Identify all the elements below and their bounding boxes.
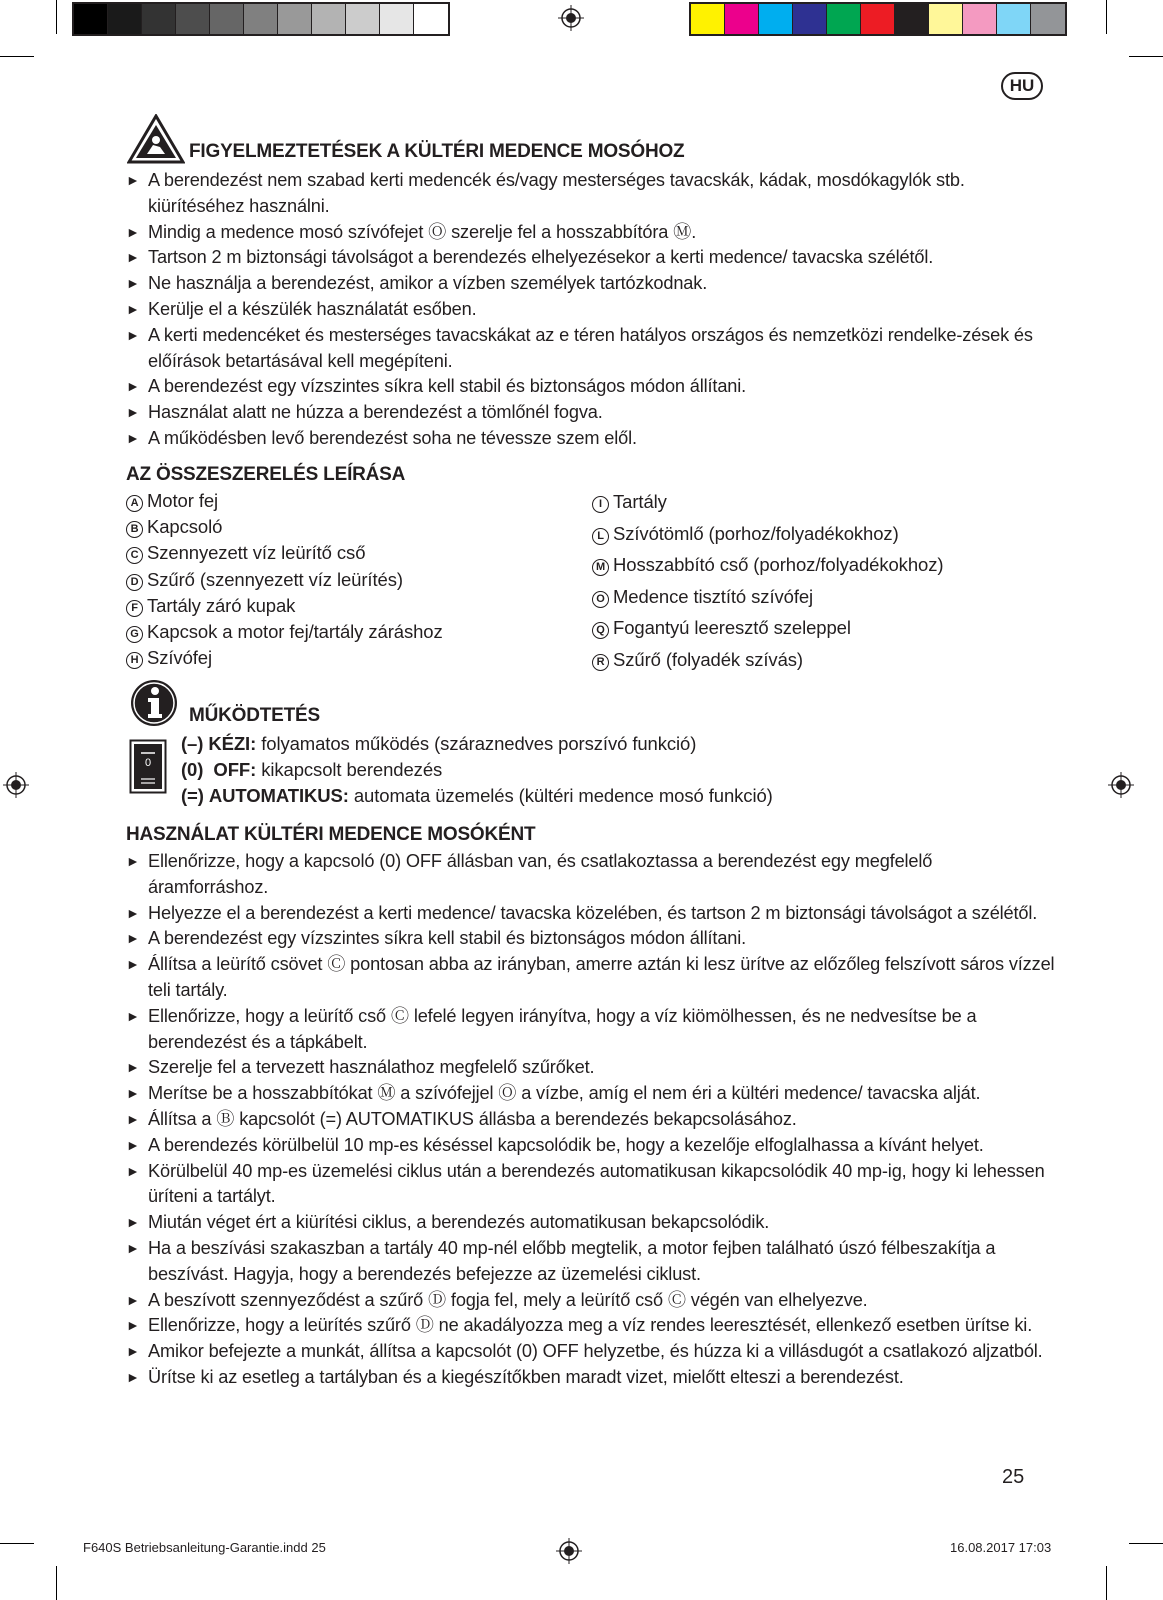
mode-off-name: OFF: xyxy=(213,759,257,780)
bullet-arrow-icon: ► xyxy=(126,404,140,421)
list-item-text: Mindig a medence mosó szívófejet Ⓞ szerelje fel a hosszabbítóra Ⓜ. xyxy=(148,221,697,242)
assembly-title: AZ ÖSSZESZERELÉS LEÍRÁSA xyxy=(126,464,406,485)
list-item xyxy=(126,271,1056,297)
warning-triangle-icon xyxy=(127,114,185,164)
list-item xyxy=(126,297,1056,323)
registration-mark-icon xyxy=(556,1538,582,1564)
color-swatch xyxy=(997,4,1031,34)
list-item-text: Merítse be a hosszabbítókat Ⓜ a szívófejjel Ⓞ a vízbe, amíg el nem éri a kültéri medence/ tavacska alját. xyxy=(148,1083,981,1104)
part-letter-badge: D xyxy=(126,574,143,591)
list-item-text: A berendezést egy vízszintes síkra kell stabil és biztonságos módon állítani. xyxy=(148,928,747,949)
list-item xyxy=(126,426,1056,452)
part-letter-badge: R xyxy=(592,654,609,671)
list-item-text: Ha a beszívási szakaszban a tartály 40 mp-nél előbb megtelik, a motor fejben található úszó félbeszakítja a beszívást. Hagyja, hogy a berendezés befejezze az üzemelési ciklust. xyxy=(148,1237,996,1284)
list-item-text: A működésben levő berendezést soha ne tévessze szem elől. xyxy=(148,427,637,448)
part-label: Kapcsoló xyxy=(147,516,223,538)
part-item xyxy=(126,567,443,593)
part-label: Fogantyú leeresztő szeleppel xyxy=(613,617,851,638)
part-label: Tartály záró kupak xyxy=(147,594,296,616)
list-item-text: Helyezze el a berendezést a kerti medence/ tavacska közelében, és tartson 2 m biztonsági távolságot a szélétől. xyxy=(148,902,1038,923)
list-item xyxy=(126,1133,1056,1159)
list-item xyxy=(126,1288,1056,1314)
part-letter-badge: L xyxy=(592,528,609,545)
bullet-arrow-icon: ► xyxy=(126,378,140,395)
color-swatch xyxy=(312,4,346,34)
list-item-text: Kerülje el a készülék használatát esőben. xyxy=(148,298,477,319)
list-item xyxy=(126,901,1056,927)
crop-mark xyxy=(56,1566,57,1600)
list-item-text: Ellenőrizze, hogy a leürítő cső Ⓒ lefelé legyen irányítva, hogy a víz kiömölhessen, és ne nedvesítse be a berendezést és a tápkábelt. xyxy=(148,1005,977,1052)
switch-symbol: 0 xyxy=(144,757,152,769)
part-label: Szűrő (folyadék szívás) xyxy=(613,648,803,670)
bullet-arrow-icon: ► xyxy=(126,172,140,188)
part-label: Szívófej xyxy=(147,647,213,669)
part-item xyxy=(592,549,943,581)
bullet-arrow-icon: ► xyxy=(126,956,140,973)
color-swatch xyxy=(380,4,414,34)
list-item-text: A berendezést nem szabad kerti medencék és/vagy mesterséges tavacskák, kádak, mosdókagylók stb. kiürítéséhez használni. xyxy=(148,170,965,216)
color-swatch xyxy=(725,4,759,34)
bullet-arrow-icon: ► xyxy=(126,1085,140,1102)
color-swatch xyxy=(176,4,210,34)
part-item xyxy=(592,581,943,613)
list-item xyxy=(126,1339,1056,1365)
list-item xyxy=(126,323,1056,375)
color-swatch xyxy=(142,4,176,34)
list-item-text: Állítsa a leürítő csövet Ⓒ pontosan abba az irányban, amerre aztán ki lesz ürítve az előzőleg felszívott sáros vízzel teli tartály. xyxy=(148,954,1055,1000)
list-item xyxy=(126,1236,1056,1288)
color-swatch xyxy=(244,4,278,34)
part-label: Szennyezett víz leürítő cső xyxy=(147,542,366,564)
list-item-text: Ne használja a berendezést, amikor a vízben személyek tartózkodnak. xyxy=(148,273,708,294)
crop-mark xyxy=(1106,1566,1107,1600)
part-label: Hosszabbító cső (porhoz/folyadékokhoz) xyxy=(613,554,944,575)
list-item xyxy=(126,1055,1056,1081)
footer-date: 16.08.2017 17:03 xyxy=(950,1540,1052,1555)
list-item-text: A beszívott szennyeződést a szűrő Ⓓ fogja fel, mely a leürítő cső Ⓒ végén van elhelyezve. xyxy=(148,1289,868,1310)
list-item xyxy=(126,1159,1056,1211)
part-item xyxy=(592,518,943,550)
mode-off xyxy=(181,757,442,783)
bullet-arrow-icon: ► xyxy=(126,1214,140,1231)
list-item xyxy=(126,926,1056,952)
part-letter-badge: C xyxy=(126,547,143,564)
color-swatch xyxy=(895,4,929,34)
warnings-list xyxy=(126,168,1056,452)
list-item xyxy=(126,1107,1056,1133)
footer-file: F640S Betriebsanleitung-Garantie.indd 25 xyxy=(83,1540,326,1555)
list-item-text: A berendezést egy vízszintes síkra kell stabil és biztonságos módon állítani. xyxy=(148,376,747,397)
bullet-arrow-icon: ► xyxy=(126,904,140,921)
color-swatch xyxy=(108,4,142,34)
bullet-arrow-icon: ► xyxy=(126,1317,140,1334)
mode-auto-symbol: (=) xyxy=(181,785,204,806)
list-item xyxy=(126,245,1056,271)
list-item xyxy=(126,1365,1056,1391)
part-item xyxy=(126,593,443,619)
bullet-arrow-icon: ► xyxy=(126,249,140,266)
color-swatch xyxy=(827,4,861,34)
part-item xyxy=(126,540,443,566)
color-swatch xyxy=(278,4,312,34)
part-label: Tartály xyxy=(613,491,667,512)
warnings-title: FIGYELMEZTETÉSEK A KÜLTÉRI MEDENCE MOSÓHOZ xyxy=(189,141,685,162)
list-item-text: Ürítse ki az esetleg a tartályban és a kiegészítőkben maradt vizet, mielőtt elteszi a berendezést. xyxy=(148,1366,904,1387)
bullet-arrow-icon: ► xyxy=(126,853,140,869)
list-item xyxy=(126,220,1056,246)
list-item xyxy=(126,400,1056,426)
mode-manual-desc: folyamatos működés (száraznedves porszívó funkció) xyxy=(261,733,697,754)
list-item-text: Állítsa a Ⓑ kapcsolót (=) AUTOMATIKUS állásba a berendezés bekapcsolásához. xyxy=(148,1108,797,1129)
operation-title: MŰKÖDTETÉS xyxy=(189,705,321,726)
page-number: 25 xyxy=(1002,1466,1025,1488)
bullet-arrow-icon: ► xyxy=(126,429,140,446)
part-label: Medence tisztító szívófej xyxy=(613,585,814,607)
bullet-arrow-icon: ► xyxy=(126,223,140,240)
list-item xyxy=(126,1004,1056,1056)
part-item xyxy=(592,486,943,518)
parts-list-left xyxy=(126,488,443,671)
part-letter-badge: F xyxy=(126,600,143,617)
part-label: Szűrő (szennyezett víz leürítés) xyxy=(147,568,403,590)
part-label: Szívótömlő (porhoz/folyadékokhoz) xyxy=(613,522,899,544)
part-letter-badge: G xyxy=(126,626,143,643)
language-badge: HU xyxy=(1001,72,1043,100)
registration-mark-icon xyxy=(1108,772,1134,798)
list-item-text: Szerelje fel a tervezett használathoz megfelelő szűrőket. xyxy=(148,1057,595,1078)
info-icon xyxy=(128,678,180,728)
part-label: Motor fej xyxy=(147,490,219,511)
bullet-arrow-icon: ► xyxy=(126,326,140,343)
list-item xyxy=(126,1313,1056,1339)
color-swatch xyxy=(210,4,244,34)
part-item xyxy=(592,612,943,644)
part-item xyxy=(126,645,443,671)
mode-off-desc: kikapcsolt berendezés xyxy=(261,759,443,780)
part-item xyxy=(126,619,443,645)
color-swatch xyxy=(346,4,380,34)
crop-mark xyxy=(1106,0,1107,34)
bullet-arrow-icon: ► xyxy=(126,1136,140,1153)
mode-off-symbol: (0) xyxy=(181,759,204,780)
part-letter-badge: M xyxy=(592,559,609,576)
list-item-text: Miután véget ért a kiürítési ciklus, a berendezés automatikusan bekapcsolódik. xyxy=(148,1212,770,1233)
crop-mark xyxy=(1129,1543,1163,1544)
bullet-arrow-icon: ► xyxy=(126,300,140,317)
list-item-text: Tartson 2 m biztonsági távolságot a berendezés elhelyezésekor a kerti medence/ tavacska szélétől. xyxy=(148,247,934,268)
list-item xyxy=(126,849,1056,901)
bullet-arrow-icon: ► xyxy=(126,1343,140,1360)
bullet-arrow-icon: ► xyxy=(126,930,140,947)
grayscale-color-bar xyxy=(72,2,450,36)
parts-list-right xyxy=(592,486,943,675)
part-letter-badge: Q xyxy=(592,622,609,639)
color-swatch xyxy=(861,4,895,34)
color-swatch xyxy=(691,4,725,34)
usage-title: HASZNÁLAT KÜLTÉRI MEDENCE MOSÓKÉNT xyxy=(126,824,536,845)
mode-manual-name: KÉZI: xyxy=(208,733,257,754)
list-item-text: A kerti medencéket és mesterséges tavacskákat az e téren hatályos országos és nemzetközi rendelke-zések és előírások betartásával kell megépíteni. xyxy=(148,324,1033,371)
color-swatch xyxy=(1031,4,1065,34)
crop-mark xyxy=(0,56,34,57)
list-item-text: Ellenőrizze, hogy a kapcsoló (0) OFF állásban van, és csatlakoztassa a berendezést egy megfelelő áramforráshoz. xyxy=(148,851,933,897)
list-item xyxy=(126,1081,1056,1107)
bullet-arrow-icon: ► xyxy=(126,1162,140,1179)
mode-manual xyxy=(181,731,696,757)
bullet-arrow-icon: ► xyxy=(126,1368,140,1385)
part-item xyxy=(126,488,443,514)
list-item-text: A berendezés körülbelül 10 mp-es késéssel kapcsolódik be, hogy a kezelője elfoglalhassa a kívánt helyet. xyxy=(148,1134,984,1155)
color-swatch xyxy=(759,4,793,34)
list-item xyxy=(126,168,1056,220)
color-swatch xyxy=(793,4,827,34)
usage-list xyxy=(126,849,1056,1391)
bullet-arrow-icon: ► xyxy=(126,1007,140,1024)
crop-mark xyxy=(1129,56,1163,57)
part-label: Kapcsok a motor fej/tartály záráshoz xyxy=(147,620,443,642)
part-item xyxy=(592,644,943,676)
list-item xyxy=(126,952,1056,1004)
list-item xyxy=(126,374,1056,400)
process-color-bar xyxy=(689,2,1067,36)
crop-mark xyxy=(0,1543,34,1544)
mode-auto xyxy=(181,783,773,809)
list-item-text: Amikor befejezte a munkát, állítsa a kapcsolót (0) OFF helyzetbe, és húzza ki a villásdugót a csatlakozó aljzatból. xyxy=(148,1341,1043,1362)
color-swatch xyxy=(74,4,108,34)
part-letter-badge: I xyxy=(592,496,609,513)
registration-mark-icon xyxy=(558,5,584,31)
color-swatch xyxy=(414,4,448,34)
color-swatch xyxy=(963,4,997,34)
crop-mark xyxy=(56,0,57,34)
list-item-text: Ellenőrizze, hogy a leürítés szűrő Ⓓ ne akadályozza meg a víz rendes leeresztését, ellenkező esetben ürítse ki. xyxy=(148,1315,1033,1336)
bullet-arrow-icon: ► xyxy=(126,1239,140,1256)
registration-mark-icon xyxy=(3,772,29,798)
color-swatch xyxy=(929,4,963,34)
part-item xyxy=(126,514,443,540)
bullet-arrow-icon: ► xyxy=(126,1059,140,1076)
mode-auto-desc: automata üzemelés (kültéri medence mosó funkció) xyxy=(353,785,773,806)
bullet-arrow-icon: ► xyxy=(126,1291,140,1308)
part-letter-badge: B xyxy=(126,521,143,538)
list-item xyxy=(126,1210,1056,1236)
part-letter-badge: A xyxy=(126,495,143,512)
part-letter-badge: O xyxy=(592,591,609,608)
mode-manual-symbol: (–) xyxy=(181,733,204,754)
part-letter-badge: H xyxy=(126,652,143,669)
bullet-arrow-icon: ► xyxy=(126,275,140,292)
mode-auto-name: AUTOMATIKUS: xyxy=(208,785,349,806)
list-item-text: Körülbelül 40 mp-es üzemelési ciklus után a berendezés automatikusan kikapcsolódik 40 mp-ig, hogy ki lehessen üríteni a tartályt. xyxy=(148,1160,1045,1207)
bullet-arrow-icon: ► xyxy=(126,1110,140,1127)
list-item-text: Használat alatt ne húzza a berendezést a tömlőnél fogva. xyxy=(148,402,603,423)
